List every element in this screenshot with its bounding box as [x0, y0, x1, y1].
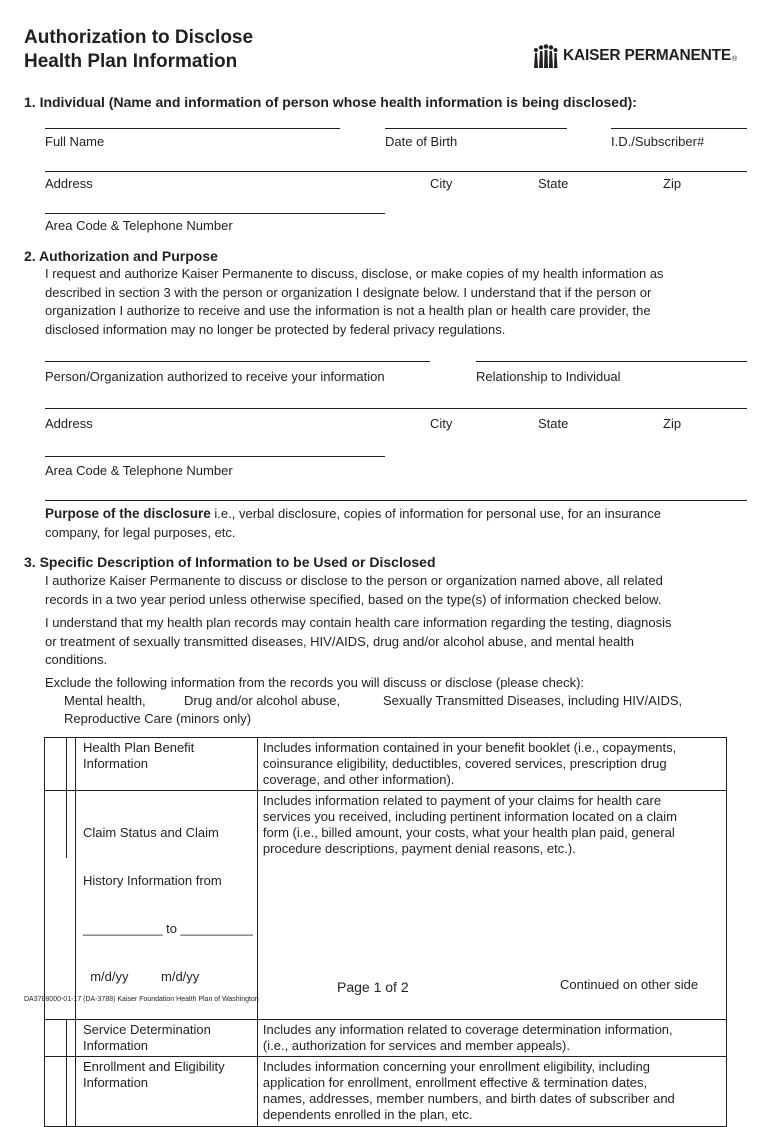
purpose-line[interactable]	[45, 500, 747, 501]
info-type-description	[257, 738, 726, 791]
section-2-heading: 2. Authorization and Purpose	[24, 248, 218, 264]
person-org-label: Person/Organization authorized to receive your information	[45, 369, 385, 384]
info-type-description	[257, 1020, 726, 1057]
continued-note: Continued on other side	[560, 977, 699, 992]
info-type-name	[76, 1057, 258, 1127]
purpose-text	[45, 505, 745, 542]
para-line: I authorize Kaiser Permanente to discuss or disclose to the person or organization named above, all related	[45, 573, 663, 588]
address-line[interactable]	[45, 171, 747, 172]
info-type-name	[76, 791, 258, 1020]
para-line: I request and authorize Kaiser Permanente to discuss, disclose, or make copies of my health information as	[45, 266, 664, 281]
table-row	[45, 1057, 727, 1127]
logo-registered-mark: ®	[731, 55, 738, 63]
name-line: Information	[83, 756, 149, 771]
section-3-heading: 3. Specific Description of Information to be Used or Disclosed	[24, 554, 436, 570]
form-code: DA3788000-01-17 (DA-3788) Kaiser Foundation Health Plan of Washington	[24, 996, 259, 1003]
para-line: or treatment of sexually transmitted diseases, HIV/AIDS, drug and/or alcohol abuse, and mental health	[45, 633, 634, 649]
form-title	[24, 26, 253, 74]
kaiser-people-icon	[532, 44, 558, 68]
exclude-drug-option[interactable]: Drug and/or alcohol abuse,	[184, 693, 341, 708]
zip-label: Zip	[663, 176, 682, 191]
kaiser-logo	[532, 44, 737, 68]
desc-line: procedure descriptions, payment denial reasons, etc.).	[262, 841, 576, 856]
dob-line[interactable]	[385, 128, 567, 129]
desc-line: Includes any information related to coverage determination information,	[262, 1022, 673, 1037]
para-line: organization I authorize to receive and use the information is not a health plan or health care provider, the	[45, 303, 651, 318]
phone-label: Area Code & Telephone Number	[45, 218, 233, 233]
date-range-line[interactable]: ___________ to __________	[83, 921, 253, 936]
table-row	[45, 738, 727, 791]
relationship-line[interactable]	[476, 361, 747, 362]
info-type-name	[76, 1020, 258, 1057]
relationship-label: Relationship to Individual	[476, 369, 621, 384]
name-line: Service Determination	[83, 1022, 211, 1037]
info-type-name	[76, 738, 258, 791]
id-line[interactable]	[611, 128, 747, 129]
id-label: I.D./Subscriber#	[611, 134, 705, 149]
section-3-paragraph-2	[45, 614, 745, 670]
desc-line: Includes information concerning your enrollment eligibility, including	[262, 1059, 650, 1074]
desc-line: Includes information related to payment of your claims for health care	[262, 793, 662, 808]
exclude-std-option[interactable]: Sexually Transmitted Diseases, including HIV/AIDS,	[383, 693, 683, 708]
zip-2-label: Zip	[663, 416, 682, 431]
name-line: Health Plan Benefit	[83, 740, 195, 755]
full-name-label: Full Name	[45, 134, 105, 149]
para-line: disclosed information may no longer be protected by federal privacy regulations.	[45, 321, 506, 337]
city-2-label: City	[430, 416, 453, 431]
name-line: Enrollment and Eligibility	[83, 1059, 225, 1074]
state-2-label: State	[538, 416, 569, 431]
desc-line: services you received, including pertinent information located on a claim	[262, 809, 677, 824]
info-type-description	[257, 1057, 726, 1127]
desc-line: application for enrollment, enrollment effective & termination dates,	[262, 1075, 648, 1090]
logo-text: KAISER PERMANENTE	[563, 47, 731, 64]
person-org-line[interactable]	[45, 361, 430, 362]
para-line: described in section 3 with the person or organization I designate below. I understand that if the person or	[45, 284, 652, 300]
desc-line: dependents enrolled in the plan, etc.	[262, 1107, 473, 1122]
title-line-2: Health Plan Information	[24, 51, 238, 72]
desc-line: Includes information contained in your benefit booklet (i.e., copayments,	[262, 740, 677, 755]
desc-line: form (i.e., billed amount, your costs, what your health plan paid, general	[262, 825, 675, 840]
phone-2-label: Area Code & Telephone Number	[45, 463, 233, 478]
desc-line: names, addresses, member numbers, and birth dates of subscriber and	[262, 1091, 675, 1106]
dob-label: Date of Birth	[385, 134, 458, 149]
name-line: Claim Status and Claim	[83, 825, 219, 840]
state-label: State	[538, 176, 569, 191]
information-type-table	[44, 737, 727, 1127]
page-number: Page 1 of 2	[337, 979, 409, 995]
para-line: records in a two year period unless otherwise specified, based on the type(s) of information checked below.	[45, 591, 662, 607]
address-label: Address	[45, 176, 93, 191]
purpose-rest: i.e., verbal disclosure, copies of information for personal use, for an insurance	[210, 506, 661, 521]
section-2-paragraph	[45, 265, 745, 339]
checkbox-cell[interactable]	[45, 738, 76, 791]
purpose-line-2: company, for legal purposes, etc.	[45, 524, 236, 540]
address-2-line[interactable]	[45, 408, 747, 409]
checkbox-cell[interactable]	[45, 1020, 76, 1057]
checkbox-cell[interactable]	[45, 791, 76, 1020]
name-line: History Information from	[83, 873, 222, 888]
exclude-mental-option[interactable]: Mental health,	[64, 693, 146, 708]
section-1-heading: 1. Individual (Name and information of person whose health information is being disclosed):	[24, 94, 637, 110]
city-label: City	[430, 176, 453, 191]
purpose-bold: Purpose of the disclosure	[45, 506, 211, 521]
address-2-label: Address	[45, 416, 93, 431]
desc-line: coverage, and other information).	[262, 772, 455, 787]
exclude-intro: Exclude the following information from the records you will discuss or disclose (please check):	[45, 675, 585, 690]
date-format-line: m/d/yy m/d/yy	[83, 969, 200, 984]
name-line: Information	[83, 1075, 149, 1090]
phone-line[interactable]	[45, 213, 385, 214]
name-line: Information	[83, 1038, 149, 1053]
exclude-repro-option[interactable]: Reproductive Care (minors only)	[64, 711, 252, 726]
checkbox-cell[interactable]	[45, 1057, 76, 1127]
title-line-1: Authorization to Disclose	[24, 27, 254, 48]
para-line: I understand that my health plan records may contain health care information regarding the testing, diagnosis	[45, 615, 672, 630]
para-line: conditions.	[45, 652, 108, 667]
phone-2-line[interactable]	[45, 456, 385, 457]
section-3-paragraph-1	[45, 572, 745, 609]
desc-line: (i.e., authorization for services and member appeals).	[262, 1038, 570, 1053]
desc-line: coinsurance eligibility, deductibles, covered services, prescription drug	[262, 756, 667, 771]
table-row	[45, 1020, 727, 1057]
full-name-line[interactable]	[45, 128, 340, 129]
